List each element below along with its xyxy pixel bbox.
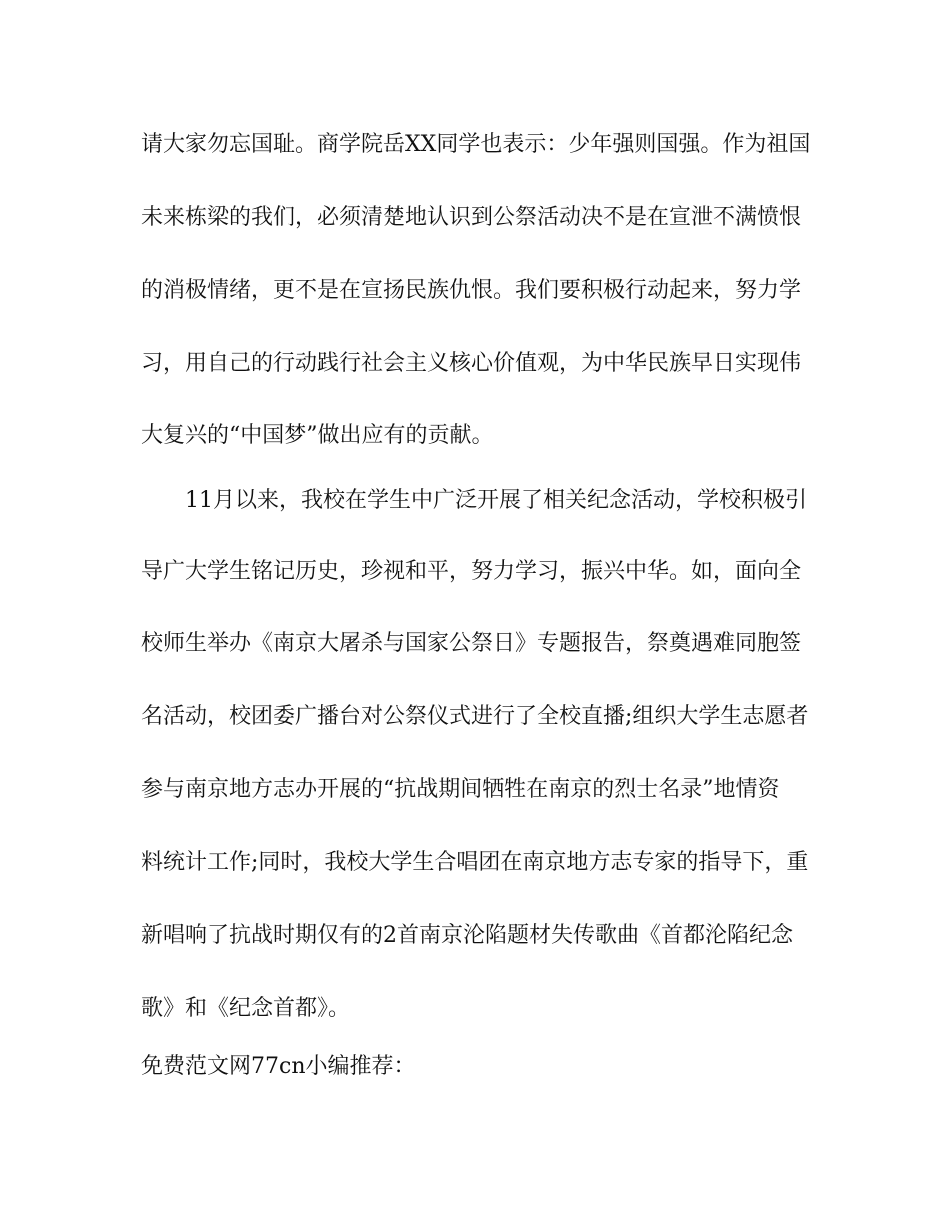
paragraph-2-line-8: 歌》和《纪念首都》。	[141, 996, 351, 1021]
paragraph-1-line-2: 未来栋梁的我们，必须清楚地认识到公祭活动决不是在宣泄不满愤恨	[141, 205, 802, 230]
paragraph-1-line-3: 的消极情绪，更不是在宣扬民族仇恨。我们要积极行动起来，努力学	[141, 278, 802, 303]
paragraph-1-line-1: 请大家勿忘国耻。商学院岳XX同学也表示：少年强则国强。作为祖国	[141, 132, 811, 157]
paragraph-2-line-4: 名活动，校团委广播台对公祭仪式进行了全校直播;组织大学生志愿者	[141, 704, 809, 729]
paragraph-2-line-5: 参与南京地方志办开展的“抗战期间牺牲在南京的烈士名录”地情资	[141, 777, 780, 802]
paragraph-2-line-1: 11月以来，我校在学生中广泛开展了相关纪念活动，学校积极引	[185, 488, 807, 513]
paragraph-2-line-7: 新唱响了抗战时期仅有的2首南京沦陷题材失传歌曲《首都沦陷纪念	[141, 923, 793, 948]
paragraph-1-line-5: 大复兴的“中国梦”做出应有的贡献。	[141, 423, 494, 448]
paragraph-1-line-4: 习，用自己的行动践行社会主义核心价值观，为中华民族早日实现伟	[141, 351, 802, 376]
paragraph-2-line-6: 料统计工作;同时，我校大学生合唱团在南京地方志专家的指导下，重	[141, 850, 809, 875]
recommendation-note: 免费范文网77cn小编推荐：	[141, 1054, 416, 1079]
paragraph-2-line-2: 导广大学生铭记历史，珍视和平，努力学习，振兴中华。如，面向全	[141, 559, 802, 584]
paragraph-2-line-3: 校师生举办《南京大屠杀与国家公祭日》专题报告，祭奠遇难同胞签	[141, 631, 802, 656]
